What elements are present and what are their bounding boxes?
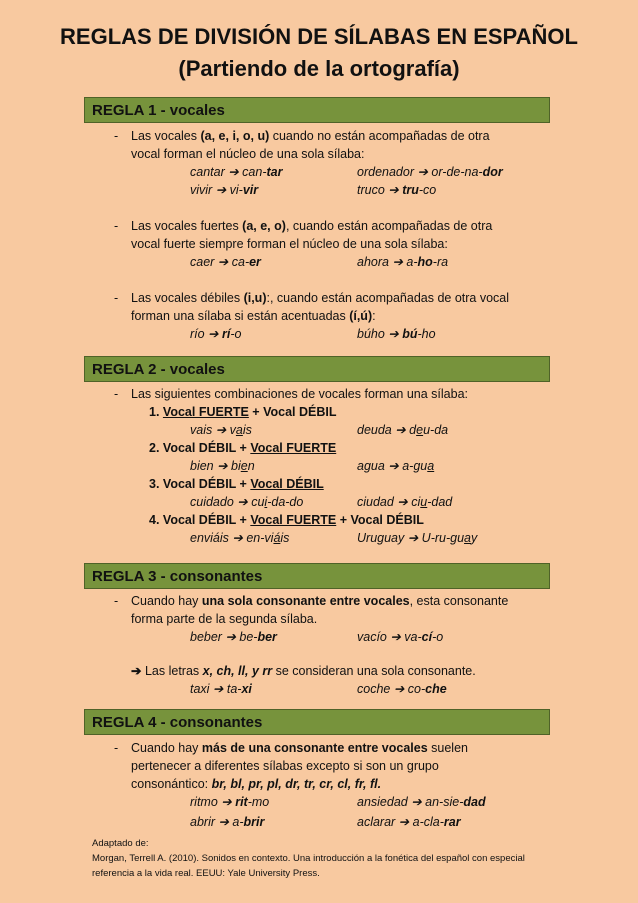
rule-1-text-1b: vocal forman el núcleo de una sola sílaba: <box>131 147 365 161</box>
example: coche ➔ co-che <box>357 682 447 696</box>
example: búho ➔ bú-ho <box>357 327 436 341</box>
example: ciudad ➔ ciu-dad <box>357 495 453 509</box>
example: ahora ➔ a-ho-ra <box>357 255 449 269</box>
rule-4-text: Cuando hay más de una consonante entre vocales suelen <box>131 741 468 755</box>
example: río ➔ rí-o <box>190 327 242 341</box>
rule-2-item-2: 2. Vocal DÉBIL + Vocal FUERTE <box>149 441 337 455</box>
rule-1-text-2b: vocal fuerte siempre forman el núcleo de una sola sílaba: <box>131 237 448 251</box>
rule-4-text-b: pertenecer a diferentes sílabas excepto si son un grupo <box>131 759 439 773</box>
rule-1-text-3: Las vocales débiles (i,u):, cuando están acompañadas de otra vocal <box>131 291 510 305</box>
source-line: Adaptado de: <box>92 838 149 849</box>
rule-4-header: REGLA 4 - consonantes <box>84 709 550 735</box>
example: ansiedad ➔ an-sie-dad <box>357 795 486 809</box>
bullet: - <box>114 741 119 755</box>
example: deuda ➔ deu-da <box>357 423 449 437</box>
source-line: referencia a la vida real. EEUU: Yale University Press. <box>92 868 320 879</box>
rule-2-header: REGLA 2 - vocales <box>84 356 550 382</box>
example: beber ➔ be-ber <box>190 630 277 644</box>
page-subtitle: (Partiendo de la ortografía) <box>178 56 460 81</box>
rule-2-item-3: 3. Vocal DÉBIL + Vocal DÉBIL <box>149 477 324 491</box>
rule-3-text-b: forma parte de la segunda sílaba. <box>131 612 318 626</box>
rule-3-header: REGLA 3 - consonantes <box>84 563 550 589</box>
rule-1-text-3b: forman una sílaba si están acentuadas (í,ú): <box>131 309 376 323</box>
source-line: Morgan, Terrell A. (2010). Sonidos en contexto. Una introducción a la fonética del español con especial <box>92 853 525 864</box>
bullet: - <box>114 387 119 401</box>
example: Uruguay ➔ U-ru-guay <box>357 531 478 545</box>
example: truco ➔ tru-co <box>357 183 437 197</box>
rule-3-note: ➔ Las letras x, ch, ll, y rr se consideran una sola consonante. <box>131 664 476 678</box>
example: vivir ➔ vi-vir <box>190 183 259 197</box>
rule-2-item-1: 1. Vocal FUERTE + Vocal DÉBIL <box>149 405 337 419</box>
example: taxi ➔ ta-xi <box>190 682 252 696</box>
example: aclarar ➔ a-cla-rar <box>357 815 461 829</box>
rule-1-text-2: Las vocales fuertes (a, e, o), cuando están acompañadas de otra <box>131 219 493 233</box>
rule-4-text-c: consonántico: br, bl, pr, pl, dr, tr, cr, cl, fr, fl. <box>131 777 382 791</box>
example: agua ➔ a-gua <box>357 459 435 473</box>
page-title: REGLAS DE DIVISIÓN DE SÍLABAS EN ESPAÑOL <box>60 24 578 49</box>
example: abrir ➔ a-brir <box>190 815 265 829</box>
bullet: - <box>114 291 119 305</box>
example: cantar ➔ can-tar <box>190 165 283 179</box>
example: vais ➔ vais <box>190 423 252 437</box>
rule-1-header: REGLA 1 - vocales <box>84 97 550 123</box>
example: bien ➔ bien <box>190 459 255 473</box>
rule-2-intro: Las siguientes combinaciones de vocales forman una sílaba: <box>131 387 469 401</box>
example: ritmo ➔ rit-mo <box>190 795 270 809</box>
rule-3-text: Cuando hay una sola consonante entre vocales, esta consonante <box>131 594 509 608</box>
example: vacío ➔ va-cí-o <box>357 630 444 644</box>
rule-1-text-1: Las vocales (a, e, i, o, u) cuando no están acompañadas de otra <box>131 129 490 143</box>
bullet: - <box>114 594 119 608</box>
bullet: - <box>114 219 119 233</box>
bullet: - <box>114 129 119 143</box>
example: enviáis ➔ en-viáis <box>190 531 290 545</box>
example: cuidado ➔ cui-da-do <box>190 495 304 509</box>
example: ordenador ➔ or-de-na-dor <box>357 165 503 179</box>
rule-2-item-4: 4. Vocal DÉBIL + Vocal FUERTE + Vocal DÉBIL <box>149 513 424 527</box>
source-citation <box>92 836 562 881</box>
example: caer ➔ ca-er <box>190 255 261 269</box>
